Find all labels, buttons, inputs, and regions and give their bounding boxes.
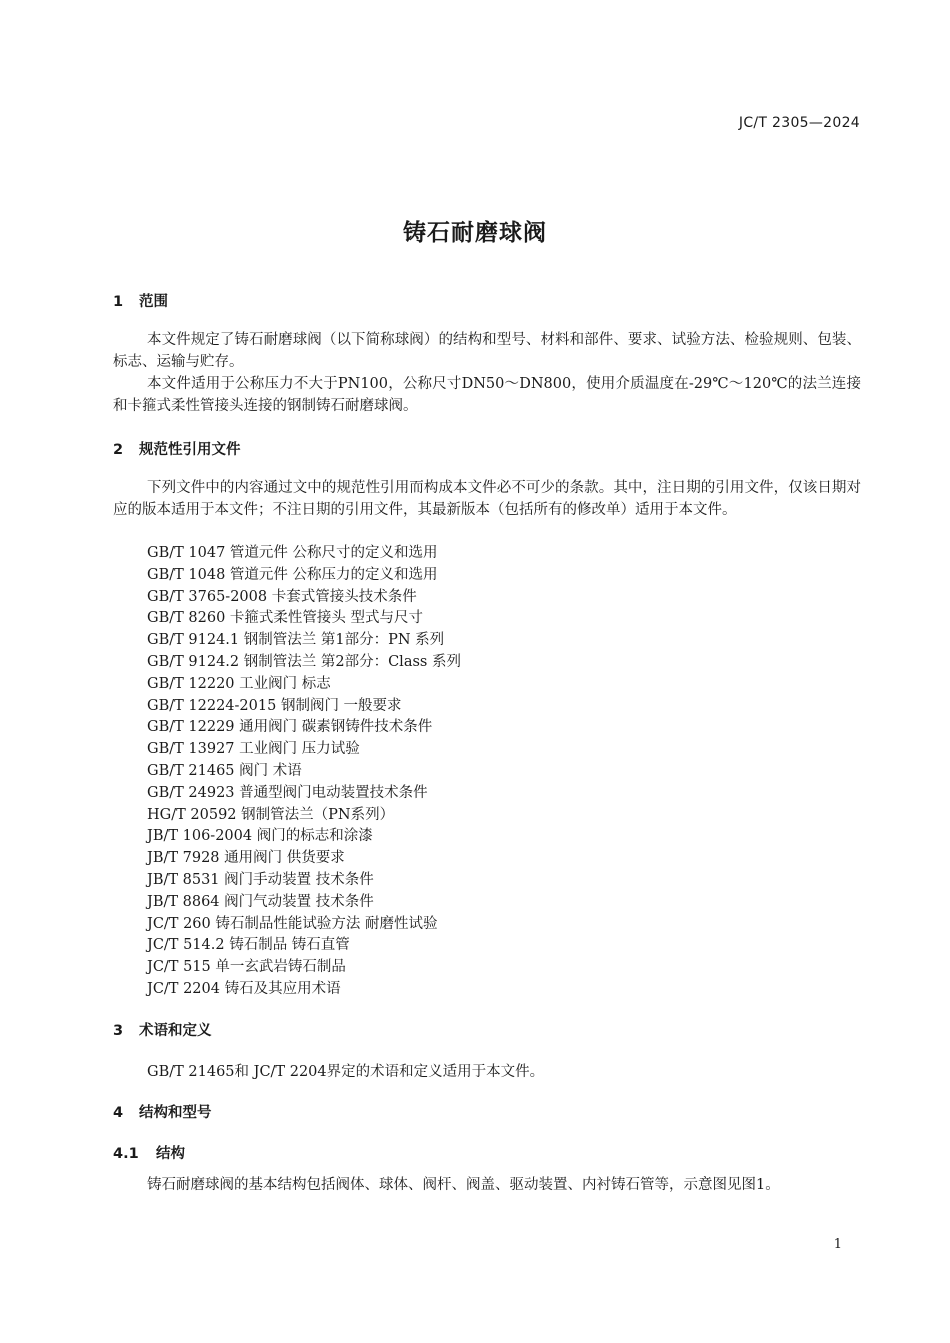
- reference-item: JC/T 260 铸石制品性能试验方法 耐磨性试验: [147, 915, 438, 932]
- standard-code: JC/T 2305—2024: [738, 115, 860, 131]
- subsection-4-1-heading: [113, 1142, 185, 1163]
- reference-item: GB/T 8260 卡箍式柔性管接头 型式与尺寸: [147, 610, 424, 627]
- reference-item: GB/T 1047 管道元件 公称尺寸的定义和选用: [147, 545, 438, 561]
- references-intro: 下列文件中的内容通过文中的规范性引用而构成本文件必不可少的条款。其中，注日期的引用文件，仅该日期对应的版本适用于本文件；不注日期的引用文件，其最新版本（包括所有的修改单）适用于本文件。: [113, 480, 861, 518]
- reference-item: GB/T 9124.2 钢制管法兰 第2部分：Class 系列: [147, 653, 461, 670]
- terms-paragraph: GB/T 21465和 JC/T 2204界定的术语和定义适用于本文件。: [147, 1064, 545, 1080]
- subsection-number: 4.1: [113, 1146, 139, 1162]
- section-title: 术语和定义: [139, 1023, 212, 1039]
- reference-item: HG/T 20592 钢制管法兰（PN系列）: [147, 806, 395, 823]
- section-number: 4: [113, 1105, 124, 1121]
- reference-item: JB/T 8531 阀门手动装置 技术条件: [147, 871, 374, 888]
- reference-item: GB/T 9124.1 钢制管法兰 第1部分：PN 系列: [147, 632, 445, 649]
- structure-paragraph: 铸石耐磨球阀的基本结构包括阀体、球体、阀杆、阀盖、驱动装置、内衬铸石管等，示意图见图1。: [147, 1177, 780, 1193]
- reference-item: GB/T 13927 工业阀门 压力试验: [147, 741, 360, 758]
- reference-list: [147, 543, 461, 1001]
- reference-item: JB/T 8864 阀门气动装置 技术条件: [147, 893, 374, 910]
- section-3-heading: [113, 1019, 212, 1040]
- reference-item: JC/T 514.2 铸石制品 铸石直管: [147, 937, 350, 954]
- reference-item: JB/T 7928 通用阀门 供货要求: [147, 850, 345, 867]
- section-2-heading: [113, 438, 241, 459]
- reference-item: GB/T 21465 阀门 术语: [147, 762, 302, 779]
- section-number: 3: [113, 1023, 124, 1039]
- section-number: 2: [113, 442, 124, 458]
- reference-item: JB/T 106-2004 阀门的标志和涂漆: [147, 828, 373, 845]
- reference-item: GB/T 12224-2015 钢制阀门 一般要求: [147, 697, 402, 714]
- scope-paragraph-1: 本文件规定了铸石耐磨球阀（以下简称球阀）的结构和型号、材料和部件、要求、试验方法、检验规则、包装、标志、运输与贮存。: [113, 332, 861, 370]
- section-number: 1: [113, 294, 124, 310]
- section-4-heading: [113, 1101, 212, 1122]
- section-title: 结构和型号: [139, 1105, 212, 1121]
- section-1-heading: [113, 290, 168, 311]
- reference-item: GB/T 24923 普通型阀门电动装置技术条件: [147, 784, 428, 801]
- subsection-title: 结构: [156, 1146, 185, 1162]
- reference-item: GB/T 3765-2008 卡套式管接头技术条件: [147, 588, 417, 605]
- scope-paragraph-2: 本文件适用于公称压力不大于PN100，公称尺寸DN50～DN800，使用介质温度在-29℃～120℃的法兰连接和卡箍式柔性管接头连接的钢制铸石耐磨球阀。: [113, 376, 861, 414]
- reference-item: JC/T 515 单一玄武岩铸石制品: [147, 959, 346, 976]
- section-title: 规范性引用文件: [139, 442, 241, 458]
- page-number: 1: [833, 1237, 842, 1252]
- reference-item: GB/T 1048 管道元件 公称压力的定义和选用: [147, 566, 438, 583]
- document-title: 铸石耐磨球阀: [403, 220, 547, 246]
- reference-item: GB/T 12229 通用阀门 碳素钢铸件技术条件: [147, 719, 433, 736]
- reference-item: JC/T 2204 铸石及其应用术语: [147, 980, 341, 997]
- reference-item: GB/T 12220 工业阀门 标志: [147, 675, 331, 692]
- section-title: 范围: [139, 294, 168, 310]
